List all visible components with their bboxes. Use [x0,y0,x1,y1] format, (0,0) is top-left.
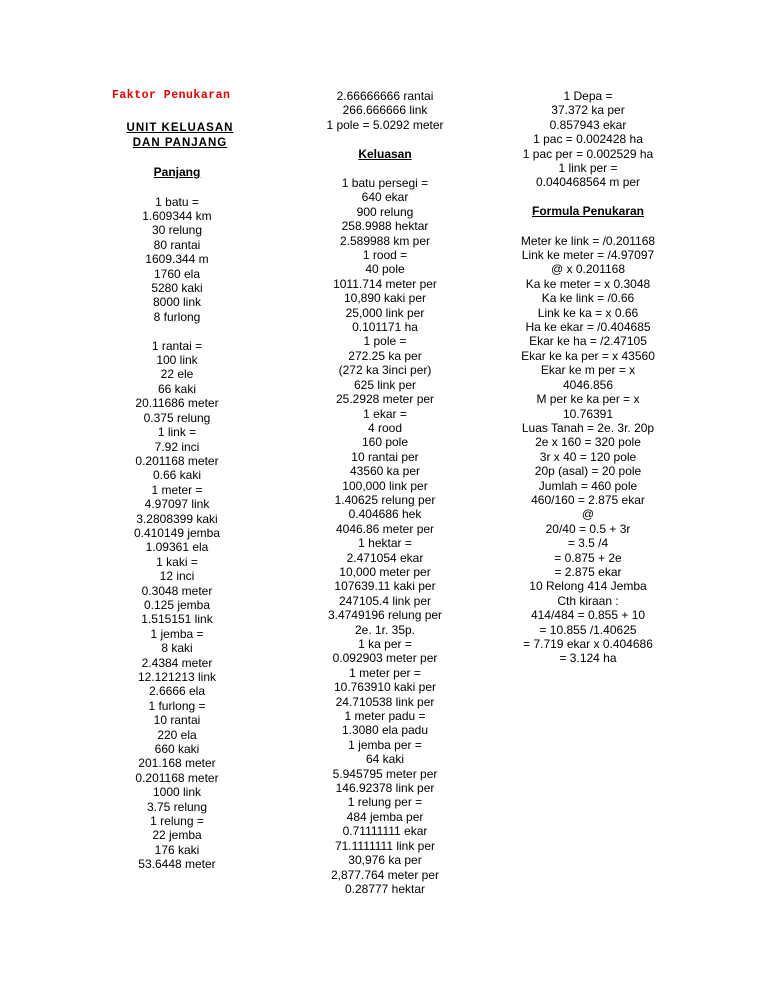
text-line: 1 rood = [362,248,408,263]
text-line: 1 relung per = [347,795,423,810]
text-line: 80 rantai [153,237,201,252]
text-line: 5280 kaki [151,281,203,296]
text-line: 25,000 link per [345,305,425,320]
text-line: 22 ele [160,367,194,382]
block-gap [300,132,470,146]
text-line: Jumlah = 460 pole [538,478,638,493]
column-formula [503,89,673,666]
text-line: 414/484 = 0.855 + 10 [530,608,646,623]
text-line: 1 link per = [558,161,618,176]
text-line: 1 pole = [363,334,407,349]
text-line: Link ke meter = /4.97097 [521,248,655,263]
text-line: 1 ekar = [363,406,407,421]
document-title: Faktor Penukaran [112,89,231,102]
text-line: 1609.344 m [145,252,209,267]
text-line: 4046.856 [562,377,614,392]
text-line: 7.92 inci [154,439,200,454]
text-line: 0.375 relung [143,410,211,425]
text-line: 2.471054 ekar [346,550,424,565]
text-line: 146.92378 link per [335,781,435,796]
text-line: 1 meter = [151,482,203,497]
depa-lines [503,89,673,190]
text-line: Link ke ka = x 0.66 [537,305,639,320]
text-line: 8 kaki [161,641,193,656]
text-line: @ x 0.201168 [550,262,625,277]
text-line: 160 pole [361,435,409,450]
text-line: 12 inci [159,569,195,584]
text-line: 10.76391 [562,406,614,421]
text-line: 1.3080 ela padu [341,723,429,738]
text-line: Cth kiraan : [557,593,619,608]
section-heading-panjang: Panjang [153,165,201,180]
column-panjang [112,89,242,872]
text-line: 1 hektar = [358,536,412,551]
text-line: 20/40 = 0.5 + 3r [545,521,631,536]
text-line: 3r x 40 = 120 pole [539,449,637,464]
text-line: = 2.875 ekar [554,564,622,579]
text-line: 1 jemba = [150,626,204,641]
text-line: 0.125 jemba [143,597,211,612]
text-line: Ka ke link = /0.66 [541,291,635,306]
block-gap [503,190,673,204]
text-line: 0.410149 jemba [133,525,221,540]
continued-lines [300,89,470,132]
section-heading-formula: Formula Penukaran [531,204,645,219]
conversion-block-rantai [112,339,242,872]
text-line: Ha ke ekar = /0.404685 [525,320,651,335]
text-line: 30 relung [151,223,203,238]
text-line: (272 ka 3inci per) [338,363,432,378]
text-line: 3.2808399 kaki [136,511,218,526]
text-line: 1 pac per = 0.002529 ha [522,146,654,161]
text-line: 220 ela [157,727,197,742]
text-line: 1 jemba per = [348,737,422,752]
text-line: = 0.875 + 2e [554,550,622,565]
text-line: 1 meter padu = [344,709,426,724]
text-line: = 7.719 ekar x 0.404686 [523,637,653,652]
text-line: 71.1111111 link per [334,838,436,853]
text-line: 460/160 = 2.875 ekar [531,492,645,507]
column-keluasan [300,89,470,896]
text-line: 4.97097 link [144,497,210,512]
text-line: 20.11686 meter [135,396,219,411]
text-line: 2.4384 meter [141,655,213,670]
formula-lines [503,234,673,666]
text-line: 1 relung = [150,814,204,829]
text-line: 10,890 kaki per [343,291,427,306]
text-line: 2.66666666 rantai [336,89,434,103]
unit-heading-line: DAN PANJANG [132,136,228,149]
text-line: 484 jemba per [346,809,424,824]
text-line: 43560 ka per [349,464,421,479]
text-line: 1011.714 meter per [333,276,437,291]
section-heading-keluasan: Keluasan [358,146,412,161]
text-line: 0.28777 hektar [344,881,426,896]
text-line: 1 furlong = [148,698,206,713]
text-line: 1 kaki = [156,554,198,569]
text-line: 0.857943 ekar [549,117,627,132]
text-line: 258.9988 hektar [341,219,429,234]
text-line: 900 relung [356,204,414,219]
text-line: @ [581,507,595,522]
text-line: Ekar ke ha = /2.47105 [529,334,647,349]
text-line: = 3.124 ha [559,651,617,666]
text-line: 107639.11 kaki per [334,579,436,594]
text-line: 0.201168 meter [135,453,219,468]
text-line: 0.71111111 ekar [342,824,428,839]
text-line: 100 link [156,353,198,368]
text-line: 1 ka per = [358,637,412,652]
text-line: 1 meter per = [349,665,421,680]
text-line: 10 Relong 414 Jemba [529,579,647,594]
text-line: 10 rantai [153,713,201,728]
text-line: 1.609344 km [142,209,212,224]
text-line: 10.763910 kaki per [333,680,437,695]
text-line: Ka ke meter = x 0.3048 [525,276,651,291]
unit-heading-line: UNIT KELUASAN [126,122,234,135]
text-line: 3.75 relung [146,799,208,814]
text-line: 25.2928 meter per [335,392,435,407]
text-line: 20p (asal) = 20 pole [534,464,642,479]
text-line: 176 kaki [154,842,200,857]
unit-heading [118,121,242,150]
text-line: 1760 ela [153,266,201,281]
text-line: 0.3048 meter [141,583,213,598]
text-line: 266.666666 link [342,103,428,118]
text-line: 24.710538 link per [335,694,435,709]
text-line: = 10.855 /1.40625 [539,622,637,637]
text-line: 4 rood [367,420,403,435]
text-line: 0.201168 meter [135,770,219,785]
text-line: M per ke ka per = x [536,392,640,407]
text-line: 1 rantai = [151,338,203,353]
block-gap [112,324,242,338]
text-line: 100,000 link per [342,478,428,493]
text-line: 660 kaki [154,742,200,757]
text-line: 1 batu persegi = [341,176,429,191]
text-line: 37.372 ka per [551,103,625,118]
text-line: 3.4749196 relung per [327,608,443,623]
text-line: 201.168 meter [138,756,216,771]
text-line: = 3.5 /4 [567,536,609,551]
text-line: Ekar ke ka per = x 43560 [521,348,655,363]
text-line: 12.121213 link [137,670,217,685]
text-line: 53.6448 meter [138,857,216,872]
text-line: 0.040468564 m per [535,175,641,190]
conversion-block-batu [112,195,242,325]
text-line: 64 kaki [365,752,405,767]
text-line: 10,000 meter per [339,564,431,579]
text-line: 30,976 ka per [348,853,422,868]
text-line: 0.66 kaki [152,468,202,483]
text-line: 2,877.764 meter per [330,867,440,882]
text-line: Ekar ke m per = x [540,363,636,378]
text-line: 1 batu = [155,194,199,209]
text-line: 1 Depa = [563,89,613,103]
text-line: 247105.4 link per [338,593,432,608]
text-line: 2e x 160 = 320 pole [535,435,641,450]
text-line: 1.515151 link [141,612,213,627]
text-line: 272.25 ka per [348,348,422,363]
text-line: 40 pole [365,262,405,277]
text-line: 8000 link [152,295,202,310]
text-line: 5.945795 meter per [332,766,438,781]
keluasan-lines [300,176,470,896]
text-line: 640 ekar [361,190,409,205]
text-line: 66 kaki [157,381,197,396]
text-line: 4046.86 meter per [335,521,435,536]
text-line: 0.404686 hek [348,507,422,522]
text-line: 8 furlong [153,309,201,324]
text-line: 10 rantai per [351,449,419,464]
text-line: 0.101171 ha [352,320,418,335]
text-line: 1 pole = 5.0292 meter [326,117,444,132]
text-line: 2e. 1r. 35p. [354,622,416,637]
text-line: Meter ke link = /0.201168 [520,233,656,248]
text-line: 625 link per [353,377,417,392]
text-line: 1.40625 relung per [334,492,436,507]
text-line: 22 jemba [152,828,202,843]
text-line: 2.589988 km per [339,233,431,248]
text-line: 0.092903 meter per [332,651,438,666]
text-line: 2.6666 ela [148,684,206,699]
text-line: 1 link = [157,425,197,440]
text-line: 1.09361 ela [145,540,209,555]
text-line: Luas Tanah = 2e. 3r. 20p [521,420,655,435]
text-line: 1000 link [152,785,202,800]
text-line: 1 pac = 0.002428 ha [533,132,643,147]
